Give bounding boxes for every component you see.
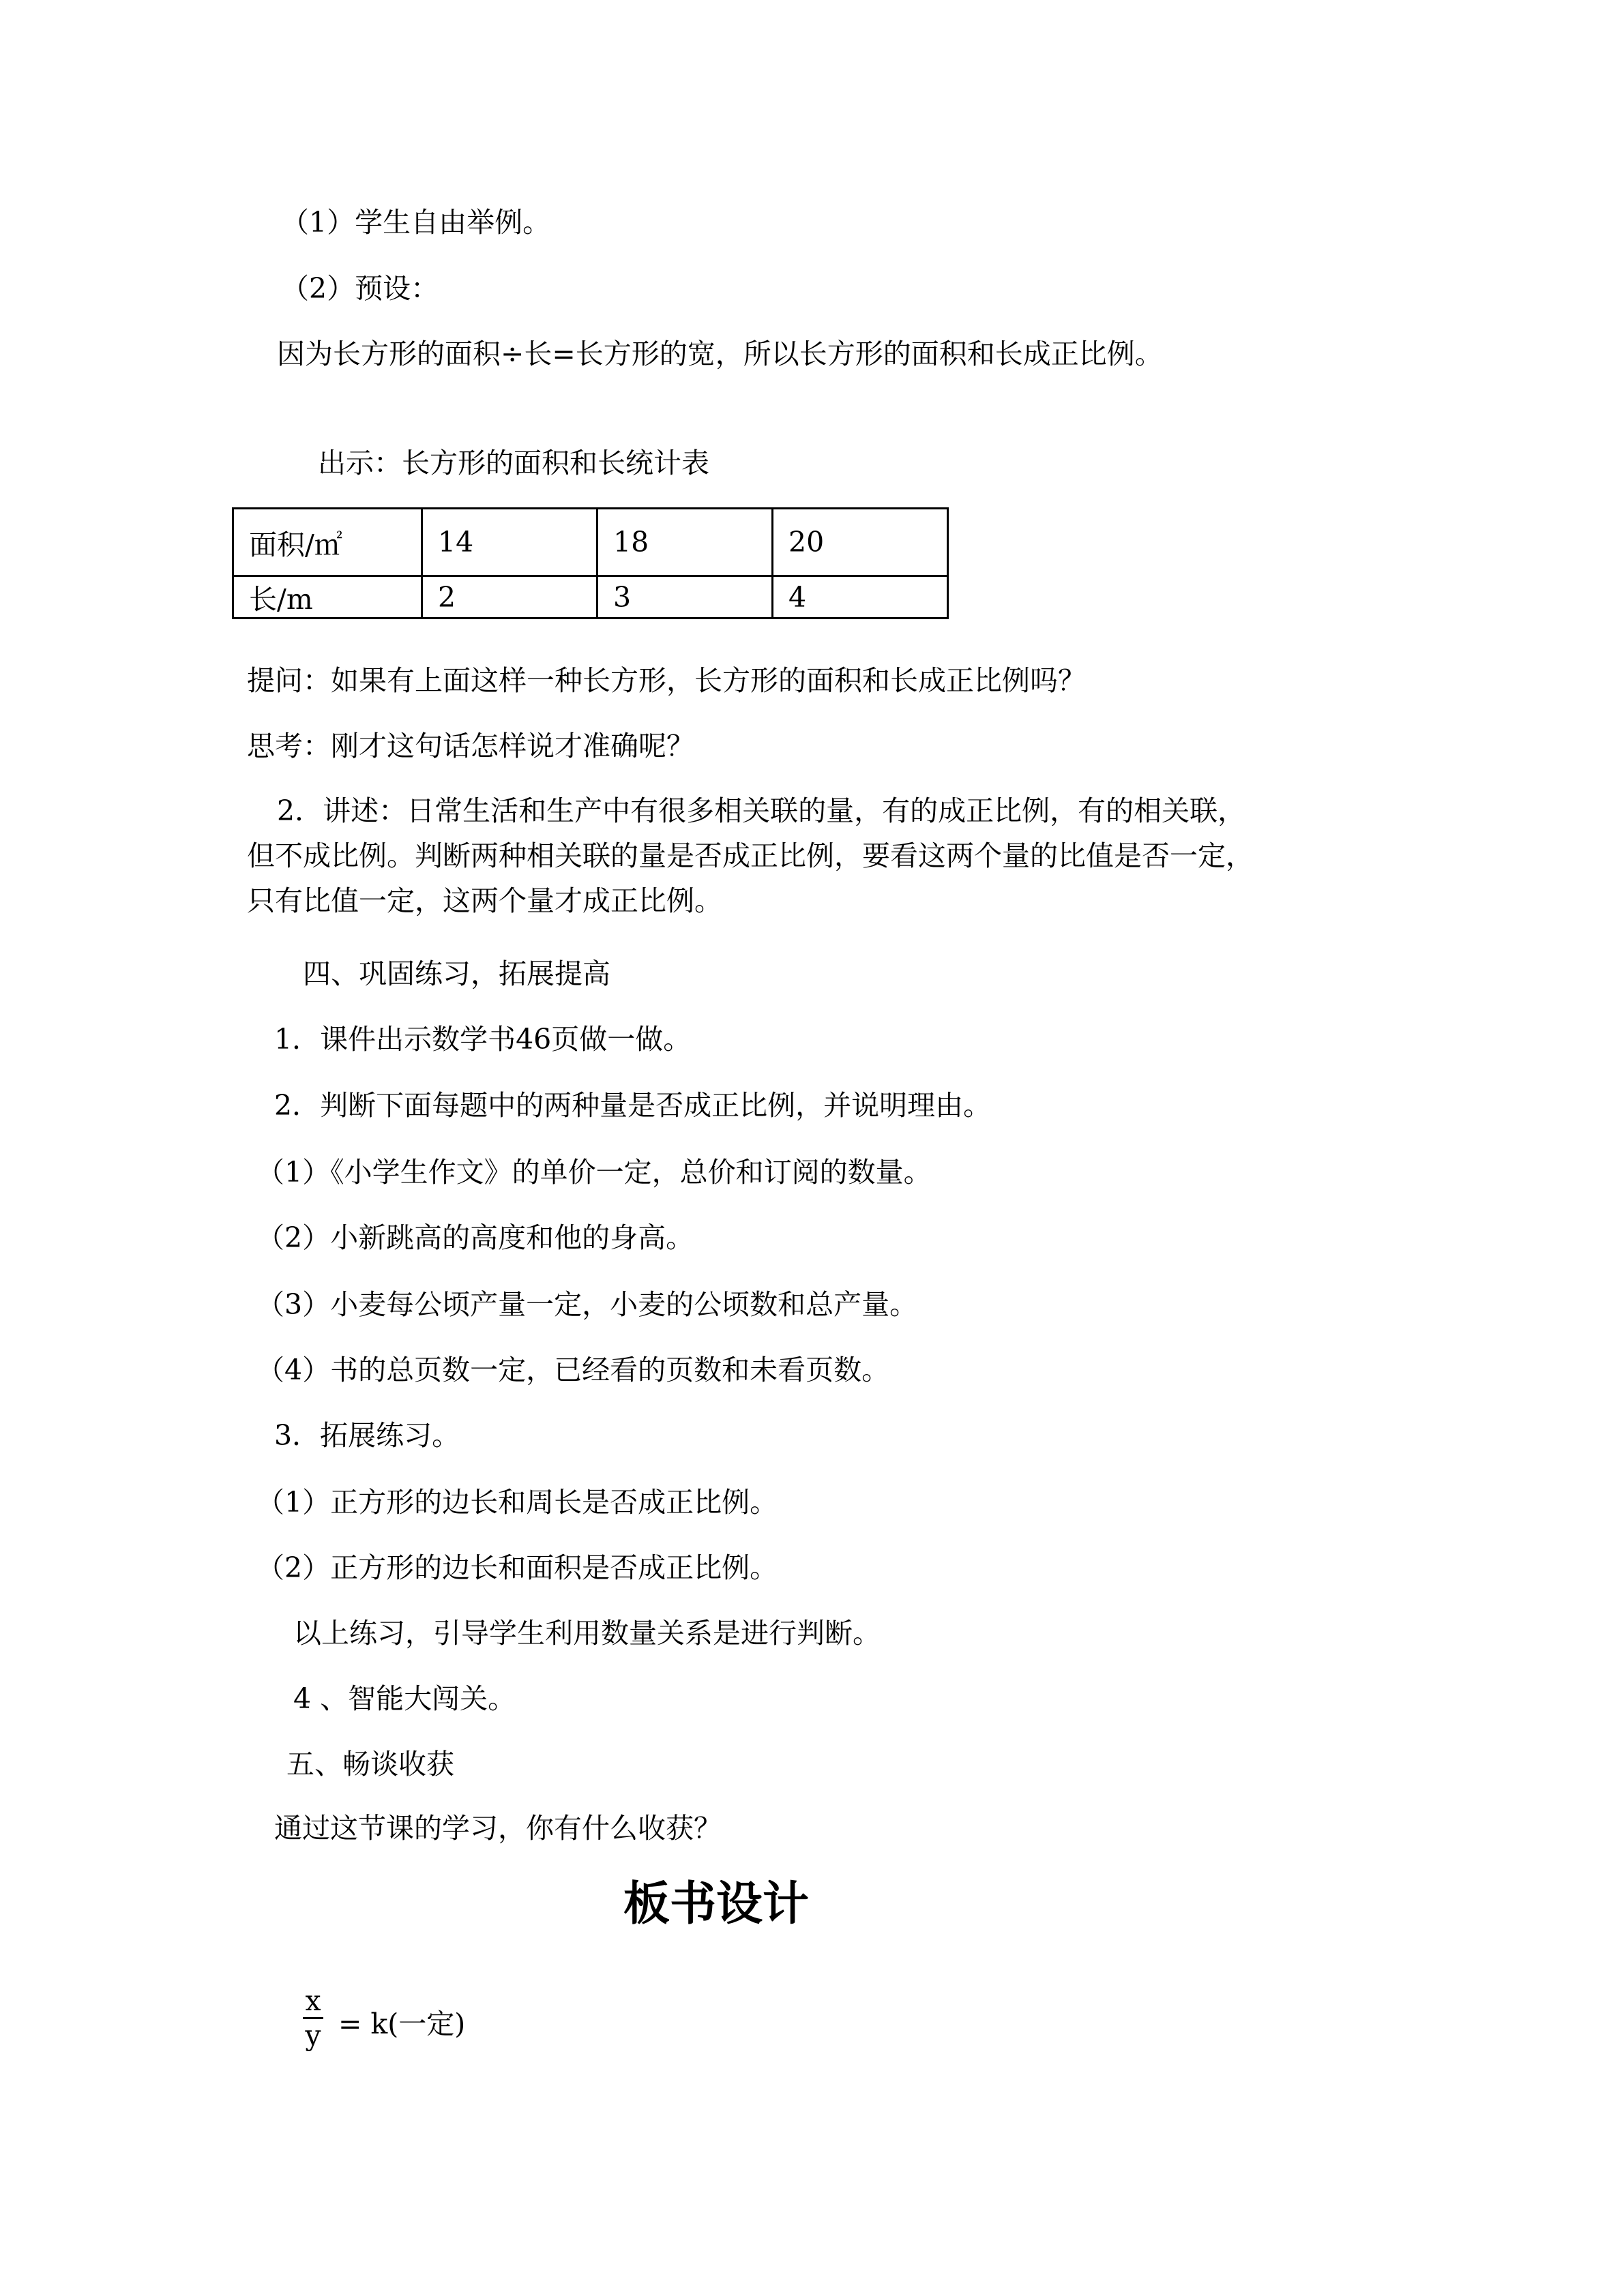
table-cell: 2 bbox=[422, 576, 597, 618]
text-line: 4 、智能大闯关。 bbox=[293, 1682, 516, 1715]
table-cell: 3 bbox=[597, 576, 773, 618]
fraction bbox=[303, 1986, 323, 2051]
text-line: 以上练习，引导学生利用数量关系是进行判断。 bbox=[293, 1617, 881, 1650]
text-line: 通过这节课的学习，你有什么收获？ bbox=[274, 1812, 722, 1845]
section-heading: 五、畅谈收获 bbox=[286, 1748, 454, 1780]
text-line: （1）学生自由举例。 bbox=[281, 206, 551, 239]
table-cell: 20 bbox=[773, 509, 948, 576]
table-cell: 长/m bbox=[233, 576, 422, 618]
table-cell: 18 bbox=[597, 509, 773, 576]
fraction-denominator: y bbox=[305, 2019, 321, 2052]
board-design-title: 板书设计 bbox=[623, 1877, 809, 1931]
table-cell: 面积/㎡ bbox=[233, 509, 422, 576]
table-row bbox=[233, 509, 948, 576]
text-line: 3．拓展练习。 bbox=[274, 1419, 460, 1452]
text-line: 思考：刚才这句话怎样说才准确呢？ bbox=[247, 730, 694, 762]
text-line: 提问：如果有上面这样一种长方形，长方形的面积和长成正比例吗？ bbox=[247, 664, 1086, 697]
text-line: （2）小新跳高的高度和他的身高。 bbox=[256, 1221, 694, 1254]
table-cell: 14 bbox=[422, 509, 597, 576]
fraction-numerator: x bbox=[305, 1984, 321, 2017]
paragraph: 因为长方形的面积÷长=长方形的宽，所以长方形的面积和长成正比例。 bbox=[277, 338, 1163, 370]
formula-rhs: = k(一定) bbox=[338, 2008, 466, 2040]
text-line: 2．判断下面每题中的两种量是否成正比例，并说明理由。 bbox=[274, 1089, 992, 1122]
text-line: 出示：长方形的面积和长统计表 bbox=[318, 447, 709, 479]
text-line: （1）《小学生作文》的单价一定，总价和订阅的数量。 bbox=[256, 1156, 932, 1189]
text-line: （3）小麦每公顷产量一定，小麦的公顷数和总产量。 bbox=[256, 1288, 918, 1321]
table-cell: 4 bbox=[773, 576, 948, 618]
text-line: （1）正方形的边长和周长是否成正比例。 bbox=[256, 1486, 778, 1519]
text-line: （2）预设： bbox=[281, 272, 439, 305]
text-line: （2）正方形的边长和面积是否成正比例。 bbox=[256, 1551, 778, 1584]
text-line: 1．课件出示数学书46页做一做。 bbox=[274, 1023, 692, 1056]
paragraph: 2．讲述：日常生活和生产中有很多相关联的量，有的成正比例，有的相关联，但不成比例。判断两种相关联的量是否成正比例，要看这两个量的比值是否一定，只有比值一定，这两个量才成正比例。 bbox=[247, 794, 1254, 917]
text-line: （4）书的总页数一定，已经看的页数和未看页数。 bbox=[256, 1354, 890, 1386]
area-length-table bbox=[232, 507, 949, 619]
section-heading: 四、巩固练习，拓展提高 bbox=[303, 957, 610, 990]
table-row bbox=[233, 576, 948, 618]
